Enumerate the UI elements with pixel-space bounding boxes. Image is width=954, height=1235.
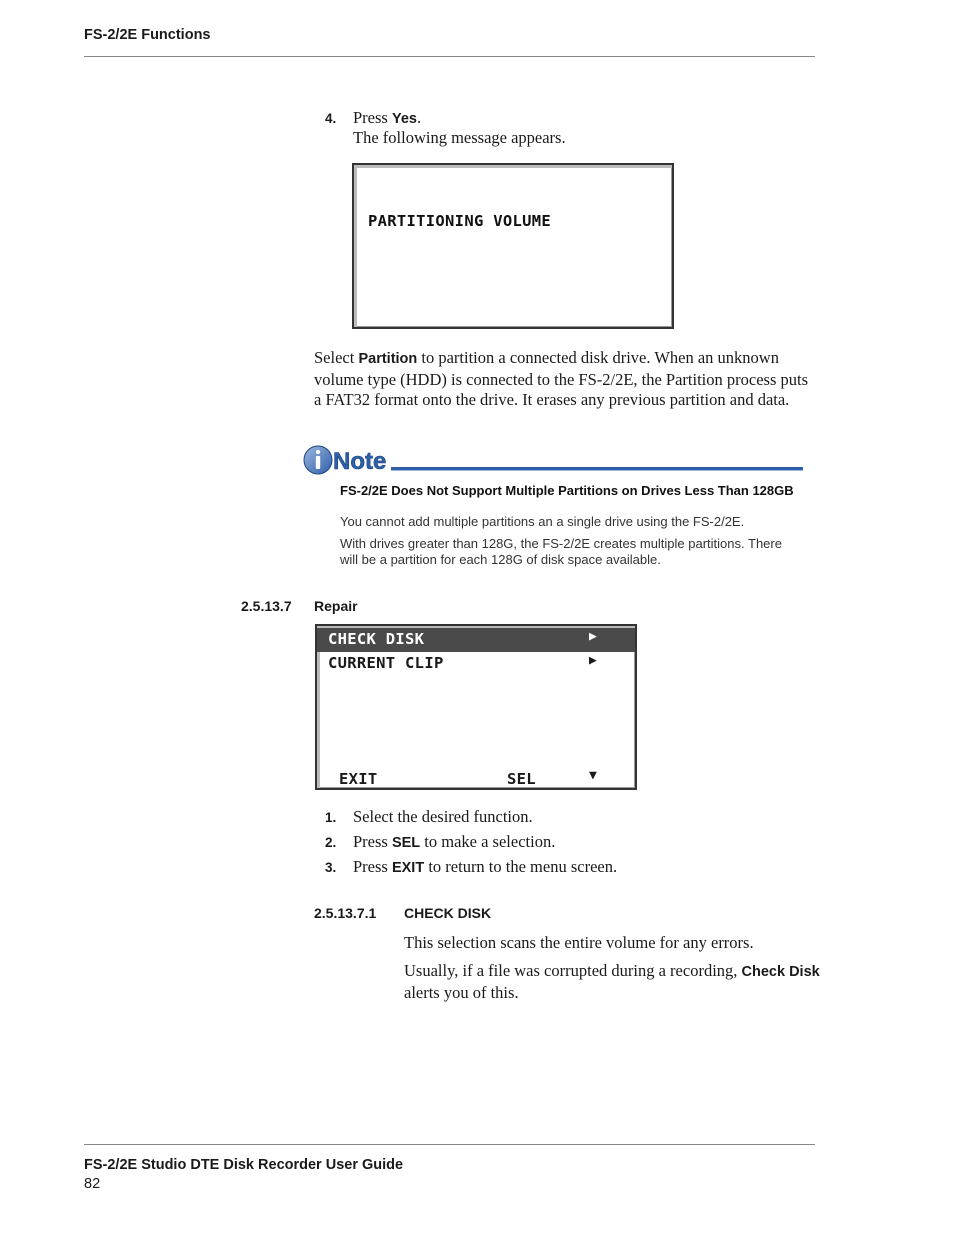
header-title: FS-2/2E Functions <box>84 27 211 43</box>
step-text: Press SEL to make a selection. <box>353 832 556 851</box>
step-number: 4. <box>325 111 337 126</box>
note-paragraph-1: You cannot add multiple partitions an a single drive using the FS-2/2E. <box>340 514 745 529</box>
lcd-screen-repair-menu <box>315 624 637 790</box>
partition-paragraph: Select Partition to partition a connected disk drive. When an unknown volume type (HDD) is connected to the FS-2/2E, the Partition process puts a FAT32 format onto the drive. It erases any previous partition and data. <box>314 348 809 409</box>
check-disk-paragraph-2: Usually, if a file was corrupted during a recording, Check Disk alerts you of this. <box>404 961 820 1002</box>
step-text-line2: The following message appears. <box>353 128 566 147</box>
step-number: 1. <box>325 810 337 825</box>
menu-item-check-disk[interactable] <box>317 628 635 652</box>
step-text: Select the desired function. <box>353 807 533 826</box>
step-number: 2. <box>325 835 337 850</box>
note-paragraph-2: With drives greater than 128G, the FS-2/2E creates multiple partitions. There will be a partition for each 128G of disk space available. <box>340 536 782 567</box>
menu-item-label: CHECK DISK <box>328 630 425 648</box>
section-number-check-disk: 2.5.13.7.1 <box>314 905 377 921</box>
section-number-repair: 2.5.13.7 <box>241 598 292 614</box>
footer-title: FS-2/2E Studio DTE Disk Recorder User Guide <box>84 1157 404 1173</box>
step-number: 3. <box>325 860 337 875</box>
section-title-repair: Repair <box>314 598 358 614</box>
menu-item-current-clip[interactable] <box>317 652 635 676</box>
step-text: Press Yes. <box>353 108 422 127</box>
chevron-right-icon: ▶ <box>589 629 598 644</box>
step-4 <box>325 108 805 150</box>
check-disk-paragraph-1: This selection scans the entire volume for any errors. <box>404 933 754 952</box>
repair-step-3 <box>325 857 805 877</box>
lcd-screen-partitioning <box>352 163 674 329</box>
step-text: Press EXIT to return to the menu screen. <box>353 857 618 876</box>
repair-step-1 <box>325 807 805 827</box>
chevron-right-icon: ▶ <box>589 653 598 668</box>
note-banner <box>303 444 803 476</box>
sel-softkey[interactable]: SEL <box>507 770 536 788</box>
menu-item-label: CURRENT CLIP <box>328 654 444 672</box>
footer-rule <box>84 1144 815 1145</box>
page-number: 82 <box>84 1176 101 1192</box>
note-title: FS-2/2E Does Not Support Multiple Partitions on Drives Less Than 128GB <box>340 483 794 498</box>
scroll-down-icon[interactable]: ▼ <box>589 768 598 783</box>
note-info-icon <box>303 444 803 476</box>
repair-step-2 <box>325 832 805 852</box>
header-rule <box>84 56 815 57</box>
lcd-message: PARTITIONING VOLUME <box>368 212 552 230</box>
section-title-check-disk: CHECK DISK <box>404 905 492 921</box>
exit-softkey[interactable]: EXIT <box>339 770 378 788</box>
note-logo-text: Note <box>333 448 387 475</box>
